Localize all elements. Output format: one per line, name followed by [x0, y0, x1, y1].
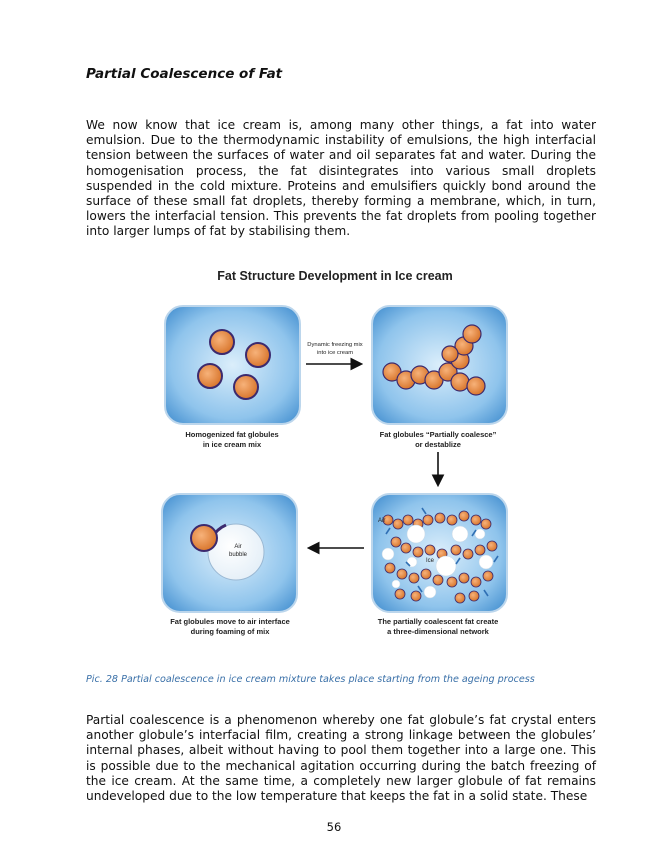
air-bubble-label: Air	[234, 544, 242, 550]
panel3-label: Fat globules move to air interface	[170, 617, 290, 626]
figure-caption: Pic. 28 Partial coalescence in ice cream mixture takes place starting from the ageing process	[86, 674, 535, 685]
fat-structure-figure	[160, 262, 510, 652]
section-heading: Partial Coalescence of Fat	[86, 66, 283, 82]
panel2-label-2: or destablize	[415, 440, 461, 449]
figure-title: Fat Structure Development in Ice cream	[217, 269, 453, 283]
air-bubble-label-2: bubble	[228, 552, 248, 558]
panel3-label-2: during foaming of mix	[190, 627, 270, 636]
paragraph-intro: We now know that ice cream is, among many other things, a fat into water emulsion. Due to the thermodynamic instability of emulsions, the high interfacial tension between the surfaces of water and oil separates fat and water. During the homogenisation process, the fat disintegrates into various small droplets suspended in the cold mixture. Proteins and emulsifiers quickly bond around the surface of these small fat droplets, thereby forming a membrane, which, in turn, lowers the interfacial tension. This prevents the fat droplets from pooling together into larger lumps of fat by stabilising them.	[86, 118, 596, 239]
panel4-label-2: a three-dimensional network	[387, 627, 489, 636]
panel-air-interface	[162, 494, 297, 636]
paragraph-partial-coalescence: Partial coalescence is a phenomenon whereby one fat globule’s fat crystal enters another globule’s interfacial film, creating a strong linkage between the globules’ internal phases, albeit without having to pool them together into a large one. This is possible due to the mechanical agitation occurring during the batch freezing of the ice cream. At the same time, a completely new larger globule of fat remains undeveloped due to the low temperature that keeps the fat in a solid state. These	[86, 713, 596, 804]
ice-label: Ice	[426, 558, 435, 564]
arrow-label: Dynamic freezing mix	[307, 342, 363, 348]
panel2-label: Fat globules “Partially coalesce”	[379, 430, 497, 439]
panel1-label-2: in ice cream mix	[202, 440, 262, 449]
page-number: 56	[326, 820, 342, 834]
air-label: Air	[378, 518, 386, 524]
panel-homogenized	[165, 306, 300, 449]
panel1-label: Homogenized fat globules	[185, 430, 279, 439]
panel-partial-coalesce	[372, 306, 507, 449]
panel-network	[372, 494, 507, 636]
arrow-label-2: into ice cream	[316, 350, 354, 356]
panel4-label: The partially coalescent fat create	[377, 617, 499, 626]
